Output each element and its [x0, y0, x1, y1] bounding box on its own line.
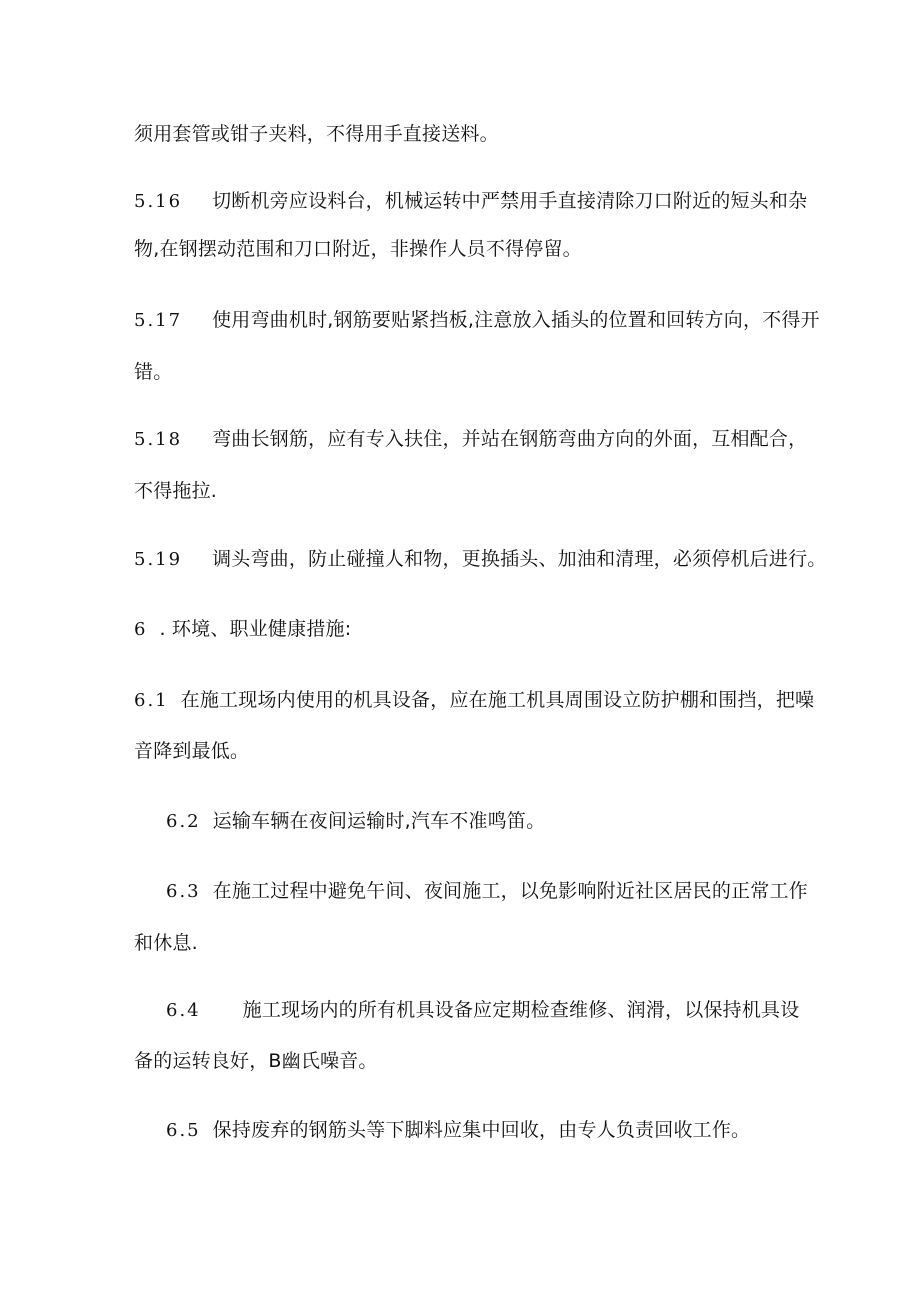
text-line	[134, 477, 217, 505]
clause-text: 使用弯曲机时,钢筋要贴紧挡板,注意放入插头的位置和回转方向，不得开	[212, 309, 820, 331]
text-line	[134, 1047, 378, 1075]
clause-number: 6.2	[166, 811, 201, 832]
text-line	[134, 929, 198, 957]
clause-6-2	[166, 807, 545, 836]
clause-6-3	[166, 877, 808, 906]
clause-text: 在施工过程中避免午间、夜间施工，以免影响附近社区居民的正常工作	[212, 880, 808, 902]
clause-5-16	[134, 187, 807, 216]
line-text: 错。	[134, 361, 173, 383]
text-line	[134, 358, 172, 386]
clause-text: 在施工现场内使用的机具设备，应在施工机具周围设立防护棚和围挡，把噪	[180, 689, 815, 711]
line-text: 备的运转良好，B幽氏噪音。	[134, 1050, 378, 1072]
text-line	[134, 120, 499, 148]
clause-text: 切断机旁应设料台，机械运转中严禁用手直接清除刀口附近的短头和杂	[212, 190, 808, 212]
line-text: 须用套管或钳子夹料，不得用手直接送料。	[134, 123, 499, 145]
clause-5-19	[134, 545, 826, 574]
clause-6-4	[166, 996, 799, 1025]
clause-number: 5.19	[134, 549, 183, 570]
line-text: 和休息.	[134, 932, 198, 954]
line-text: 不得拖拉.	[134, 480, 218, 502]
line-text: 音降到最低。	[134, 740, 250, 762]
text-line	[134, 235, 582, 263]
clause-text: 弯曲长钢筋，应有专入扶住，并站在钢筋弯曲方向的外面，互相配合，	[212, 428, 808, 450]
clause-5-18	[134, 425, 807, 454]
line-text: 物,在钢摆动范围和刀口附近，非操作人员不得停留。	[134, 238, 582, 260]
clause-number: 6.5	[166, 1120, 201, 1141]
clause-text: 保持废弃的钢筋头等下脚料应集中回收，由专人负责回收工作。	[212, 1119, 751, 1141]
clause-number: 5.18	[134, 429, 183, 450]
clause-6-5	[166, 1116, 750, 1145]
section-title: . 环境、职业健康措施:	[159, 618, 352, 640]
clause-number: 5.17	[134, 310, 183, 331]
clause-number: 6.3	[166, 881, 201, 902]
clause-text: 运输车辆在夜间运输时,汽车不准鸣笛。	[212, 810, 546, 832]
clause-5-17	[134, 306, 820, 335]
clause-number: 6.1	[134, 690, 169, 711]
clause-text: 调头弯曲，防止碰撞人和物，更换插头、加油和清理，必须停机后进行。	[212, 548, 827, 570]
clause-text: 施工现场内的所有机具设备应定期检查维修、润滑，以保持机具设	[242, 999, 800, 1021]
clause-number: 5.16	[134, 191, 183, 212]
section-6-heading	[134, 615, 351, 644]
clause-number: 6.4	[166, 1000, 201, 1021]
clause-6-1	[134, 686, 814, 715]
section-number: 6	[134, 619, 148, 640]
text-line	[134, 737, 249, 765]
